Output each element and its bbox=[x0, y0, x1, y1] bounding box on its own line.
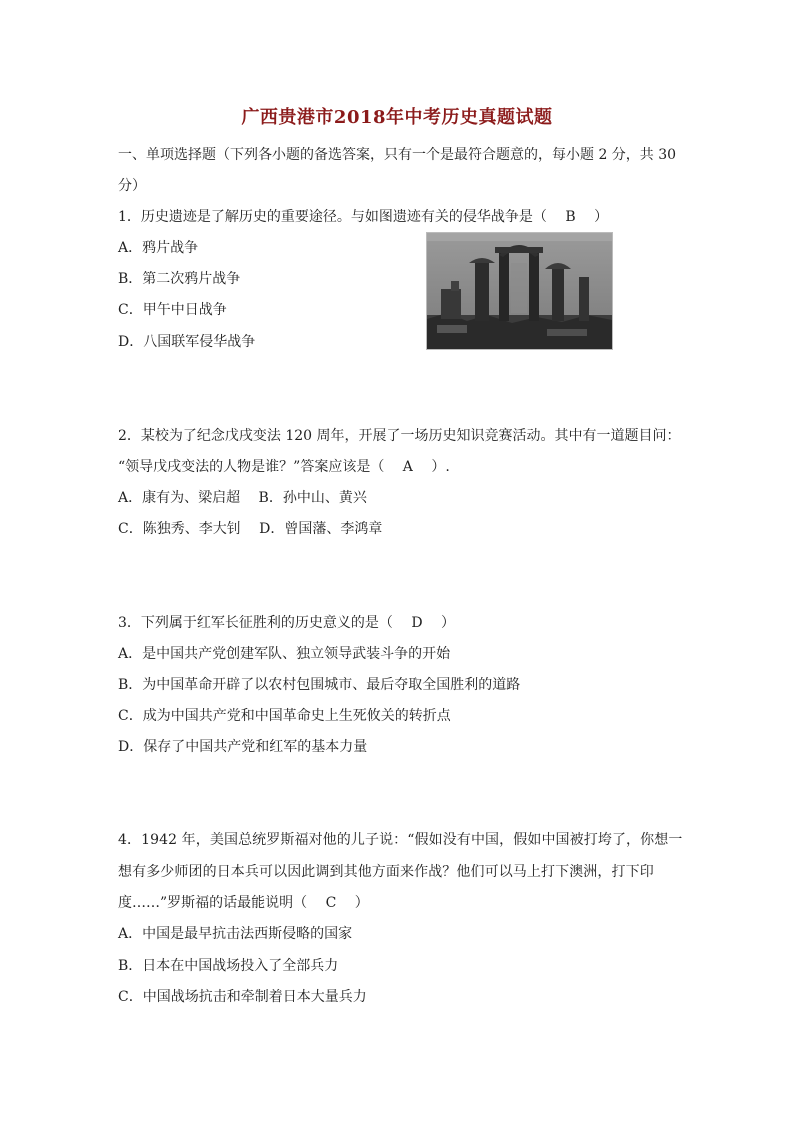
q4-option-a: A．中国是最早抗击法西斯侵略的国家 bbox=[118, 926, 353, 942]
q4-stem-line3: 度……”罗斯福的话最能说明（ C ） bbox=[118, 895, 369, 911]
q3-stem: 3．下列属于红军长征胜利的历史意义的是（ D ） bbox=[118, 615, 456, 631]
q3-option-d: D．保存了中国共产党和红军的基本力量 bbox=[118, 739, 368, 755]
q1-stem: 1．历史遗迹是了解历史的重要途径。与如图遗迹有关的侵华战争是（ B ） bbox=[118, 209, 609, 225]
q1-option-c: C．甲午中日战争 bbox=[118, 302, 227, 318]
q1-option-b: B．第二次鸦片战争 bbox=[118, 271, 241, 287]
q2-options-cd: C．陈独秀、李大钊 D．曾国藩、李鸿章 bbox=[118, 521, 383, 537]
q3-option-b: B．为中国革命开辟了以农村包围城市、最后夺取全国胜利的道路 bbox=[118, 677, 521, 693]
q4-stem-line1: 4．1942 年，美国总统罗斯福对他的儿子说：“假如没有中国，假如中国被打垮了，你想一 bbox=[118, 832, 683, 848]
ruins-photo bbox=[426, 232, 613, 350]
q3-option-a: A．是中国共产党创建军队、独立领导武装斗争的开始 bbox=[118, 646, 451, 662]
q4-stem-line2: 想有多少师团的日本兵可以因此调到其他方面来作战？他们可以马上打下澳洲，打下印 bbox=[118, 864, 654, 880]
section-header-line2: 分） bbox=[118, 178, 146, 194]
section-header-line1: 一、单项选择题（下列各小题的备选答案，只有一个是最符合题意的，每小题 2 分，共 30 bbox=[118, 147, 677, 163]
q4-option-b: B．日本在中国战场投入了全部兵力 bbox=[118, 958, 339, 974]
q4-option-c: C．中国战场抗击和牵制着日本大量兵力 bbox=[118, 989, 367, 1005]
q3-option-c: C．成为中国共产党和中国革命史上生死攸关的转折点 bbox=[118, 708, 451, 724]
exam-title: 广西贵港市2018年中考历史真题试题 bbox=[241, 107, 553, 128]
q1-option-a: A．鸦片战争 bbox=[118, 240, 199, 256]
ruins-illustration bbox=[427, 233, 612, 349]
q1-option-d: D．八国联军侵华战争 bbox=[118, 334, 256, 350]
q2-stem-line2: “领导戊戌变法的人物是谁？”答案应该是（ A ）. bbox=[118, 459, 450, 475]
q2-options-ab: A．康有为、梁启超 B．孙中山、黄兴 bbox=[118, 490, 367, 506]
q2-stem-line1: 2．某校为了纪念戊戌变法 120 周年，开展了一场历史知识竞赛活动。其中有一道题目问： bbox=[118, 428, 681, 444]
